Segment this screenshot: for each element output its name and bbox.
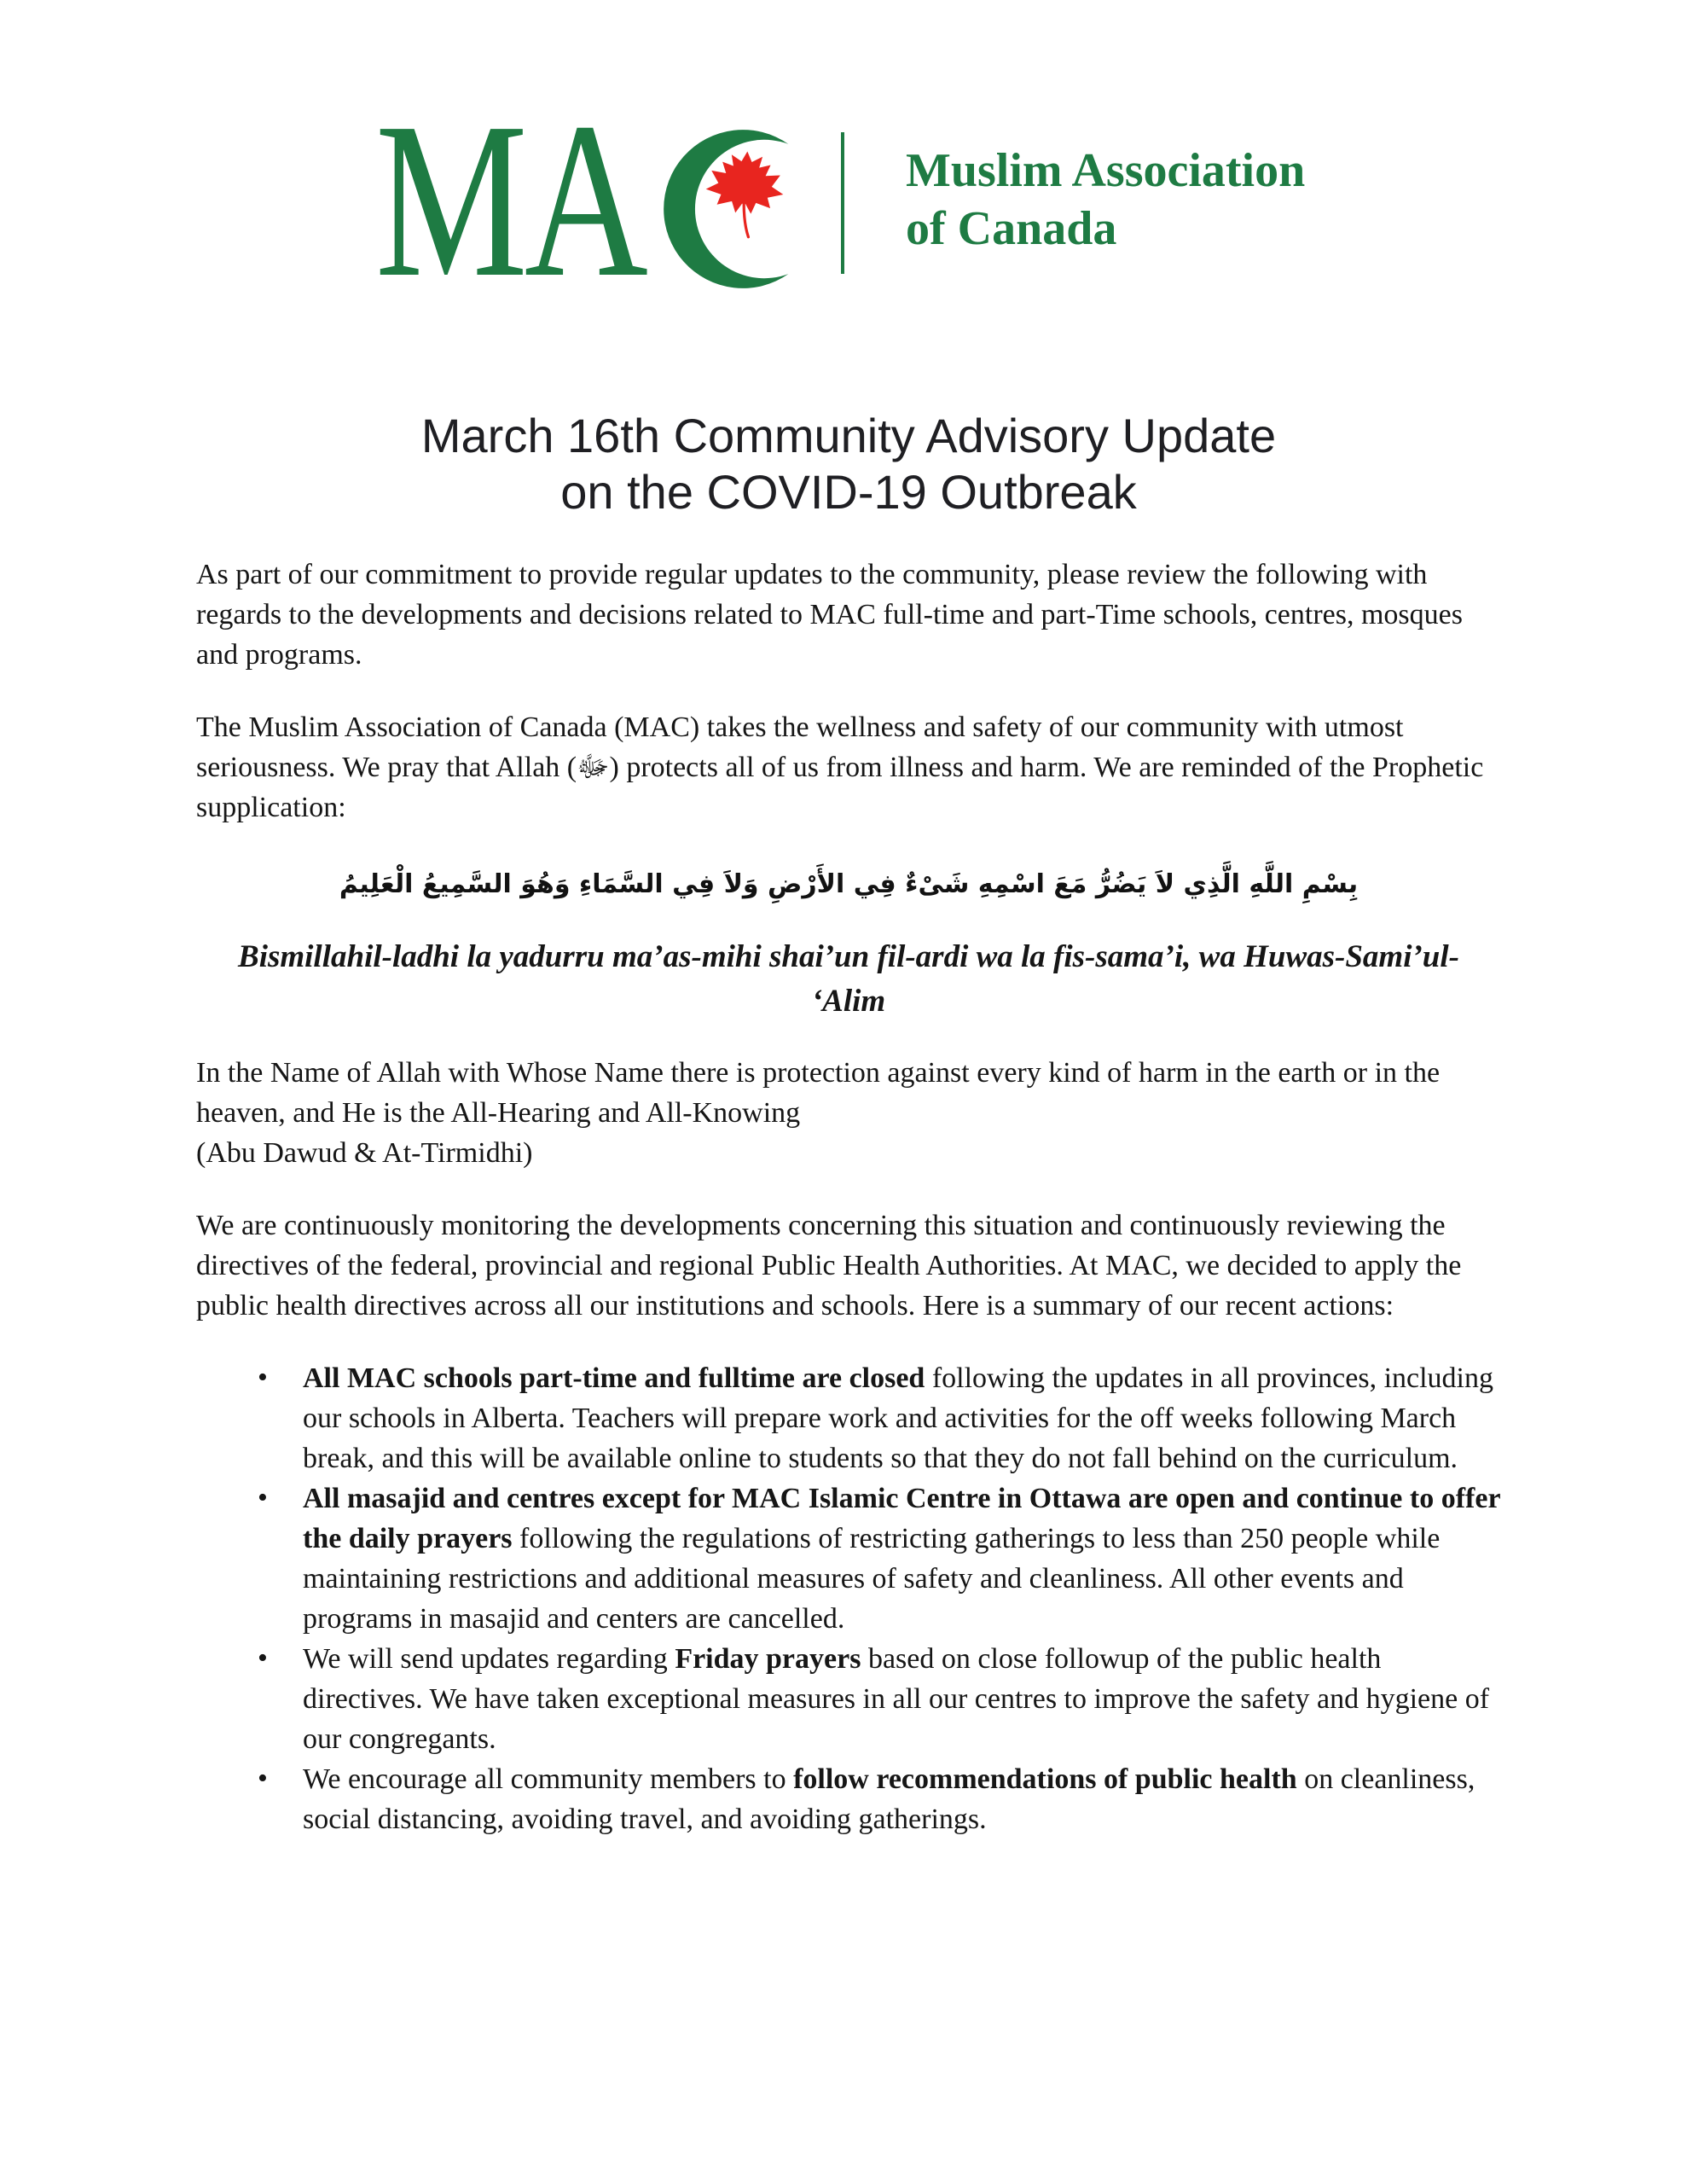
title-line1: March 16th Community Advisory Update — [420, 409, 1277, 462]
list-item: • All MAC schools part-time and fulltime are closed following the updates in all provinces, including our schools in Alberta. Teachers will prepare work and activities for the off weeks following March break, and this will be available online to students so that they do not fall behind on the curriculum. — [196, 1358, 1501, 1478]
logo-acronym: MA — [375, 77, 646, 323]
intro-paragraph: As part of our commitment to provide regular updates to the community, please review the following with regards to the developments and decisions related to MAC full-time and part-Time schools, centres, mosques and programs. — [196, 559, 1463, 671]
mac-logo — [375, 77, 1441, 323]
actions-list — [196, 1358, 1501, 1839]
dua-transliteration — [196, 935, 1501, 1024]
list-item: • We will send updates regarding Friday prayers based on close followup of the public health directives. We have taken exceptional measures in all our centres to improve the safety and hygiene of our congregants. — [196, 1639, 1501, 1759]
page-title — [196, 408, 1501, 520]
wellness-paragraph: The Muslim Association of Canada (MAC) takes the wellness and safety of our community with utmost seriousness. We pray that Allah (ﷻ) protects all of us from illness and harm. We are reminded of the Prophetic supplication: — [196, 712, 1484, 823]
logo-divider — [841, 132, 844, 274]
org-name-line1: Muslim Association — [906, 144, 1306, 197]
dua-transliteration-line1: Bismillahil-ladhi la yadurru ma’as-mihi shai’un fil-ardi wa la fis-sama’i, wa Huwas-Sami’ul- — [238, 939, 1459, 974]
title-line2: on the COVID-19 Outbreak — [560, 465, 1137, 519]
list-item: • We encourage all community members to follow recommendations of public health on cleanliness, social distancing, avoiding travel, and avoiding gatherings. — [196, 1759, 1501, 1839]
list-item: • All masajid and centres except for MAC Islamic Centre in Ottawa are open and continue to offer the daily prayers following the regulations of restricting gatherings to less than 250 people while maintaining restrictions and additional measures of safety and cleanliness. All other events and programs in masajid and centers are cancelled. — [196, 1478, 1501, 1639]
dua-arabic-text: بِسْمِ اللَّهِ الَّذِي لاَ يَضُرُّ مَعَ اسْمِهِ شَىْءٌ فِي الأَرْضِ وَلاَ فِي السَّمَاءِ وَهُوَ السَّمِيعُ الْعَلِيمُ — [339, 869, 1359, 899]
dua-transliteration-line2: ‘Alim — [811, 984, 886, 1019]
monitoring-paragraph: We are continuously monitoring the developments concerning this situation and continuously reviewing the directives of the federal, provincial and regional Public Health Authorities. At MAC, we decided to apply the public health directives across all our institutions and schools. Here is a summary of our recent actions: — [196, 1210, 1462, 1321]
logo-org-name — [906, 142, 1305, 258]
org-name-line2: of Canada — [906, 202, 1117, 255]
crescent-maple-leaf-icon — [657, 123, 829, 295]
dua-translation-paragraph: In the Name of Allah with Whose Name there is protection against every kind of harm in the earth or in the heaven, and He is the All-Hearing and All-Knowing (Abu Dawud & At-Tirmidhi) — [196, 1057, 1441, 1169]
